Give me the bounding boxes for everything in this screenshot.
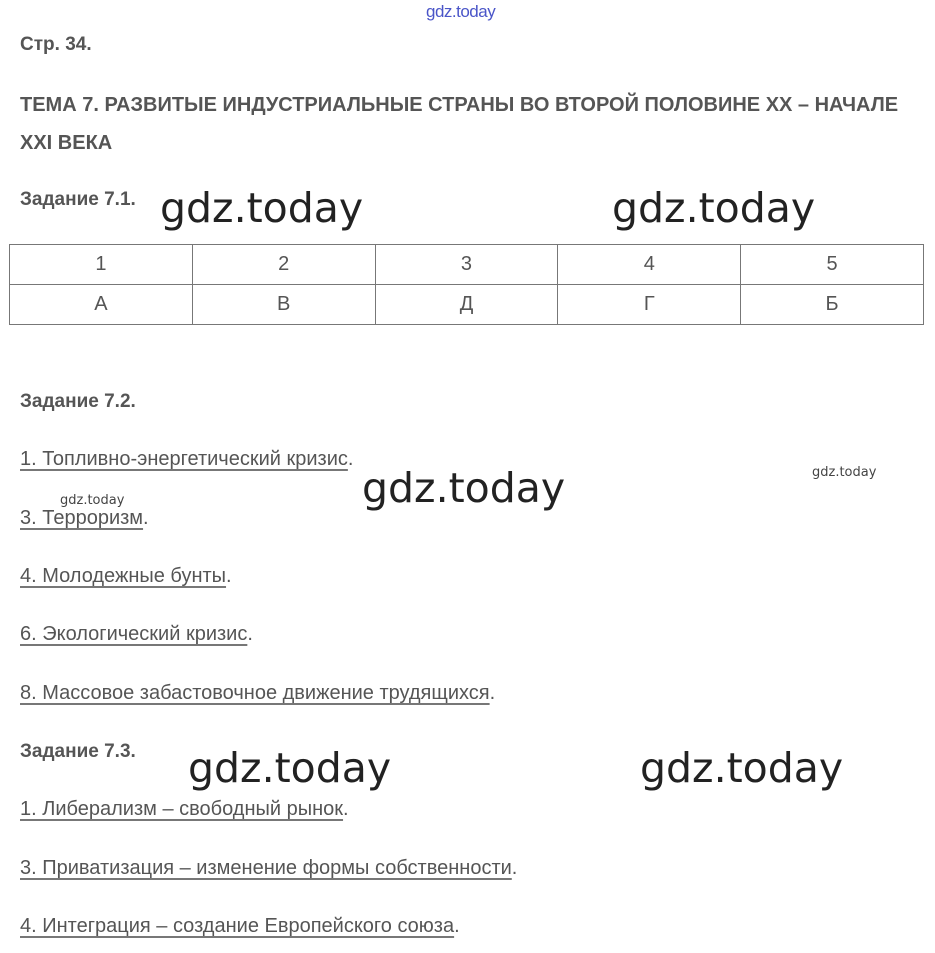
table-cell: 1 — [10, 245, 193, 285]
table-row-letters — [10, 285, 924, 325]
answer-text: 6. Экологический кризис — [20, 623, 248, 645]
watermark: gdz.today — [188, 744, 392, 792]
table-cell: 4 — [558, 245, 741, 285]
answer-line — [20, 915, 460, 938]
answer-line — [20, 507, 149, 530]
table-cell: Д — [375, 285, 558, 325]
answer-text: 4. Молодежные бунты — [20, 565, 227, 587]
table-cell: 5 — [741, 245, 924, 285]
answer-period: . — [347, 448, 354, 470]
answer-line — [20, 682, 495, 705]
topic-title: ТЕМА 7. РАЗВИТЫЕ ИНДУСТРИАЛЬНЫЕ СТРАНЫ ВО ВТОРОЙ ПОЛОВИНЕ XX – НАЧАЛЕ XXI ВЕКА — [20, 94, 899, 154]
answer-period: . — [226, 565, 232, 587]
table-cell: Г — [558, 285, 741, 325]
answer-period: . — [454, 915, 460, 937]
task-7-3-heading: Задание 7.3. — [20, 741, 136, 762]
watermark: gdz.today — [160, 184, 364, 232]
watermark-top: gdz.today — [426, 2, 496, 21]
table-cell: А — [10, 285, 193, 325]
watermark-small: gdz.today — [60, 493, 125, 508]
answer-period: . — [489, 682, 496, 704]
answer-period: . — [247, 623, 253, 645]
table-cell: Б — [741, 285, 924, 325]
watermark: gdz.today — [640, 744, 844, 792]
answer-text: 8. Массовое забастовочное движение трудящихся — [20, 682, 490, 704]
answer-line — [20, 448, 353, 471]
answer-period: . — [511, 857, 518, 879]
answer-period: . — [343, 798, 349, 820]
answer-text: 3. Приватизация – изменение формы собственности — [20, 857, 512, 879]
answer-line — [20, 565, 232, 588]
answer-text: 1. Либерализм – свободный рынок — [20, 798, 344, 820]
answer-text: 4. Интеграция – создание Европейского союза — [20, 915, 455, 937]
answer-line — [20, 623, 253, 646]
page-number: Стр. 34. — [20, 34, 92, 55]
answer-text: 1. Топливно-энергетический кризис — [20, 448, 348, 470]
task-7-1-heading: Задание 7.1. — [20, 189, 136, 210]
watermark: gdz.today — [612, 184, 816, 232]
watermark: gdz.today — [362, 464, 566, 512]
answer-line — [20, 798, 349, 821]
answer-line — [20, 857, 517, 880]
task-7-2-heading: Задание 7.2. — [20, 391, 136, 412]
table-cell: 3 — [375, 245, 558, 285]
table-cell: В — [192, 285, 375, 325]
answer-period: . — [143, 507, 149, 529]
answer-table — [9, 244, 924, 325]
answer-text: 3. Терроризм — [20, 507, 144, 529]
table-cell: 2 — [192, 245, 375, 285]
watermark-small: gdz.today — [812, 465, 877, 480]
table-row-numbers — [10, 245, 924, 285]
